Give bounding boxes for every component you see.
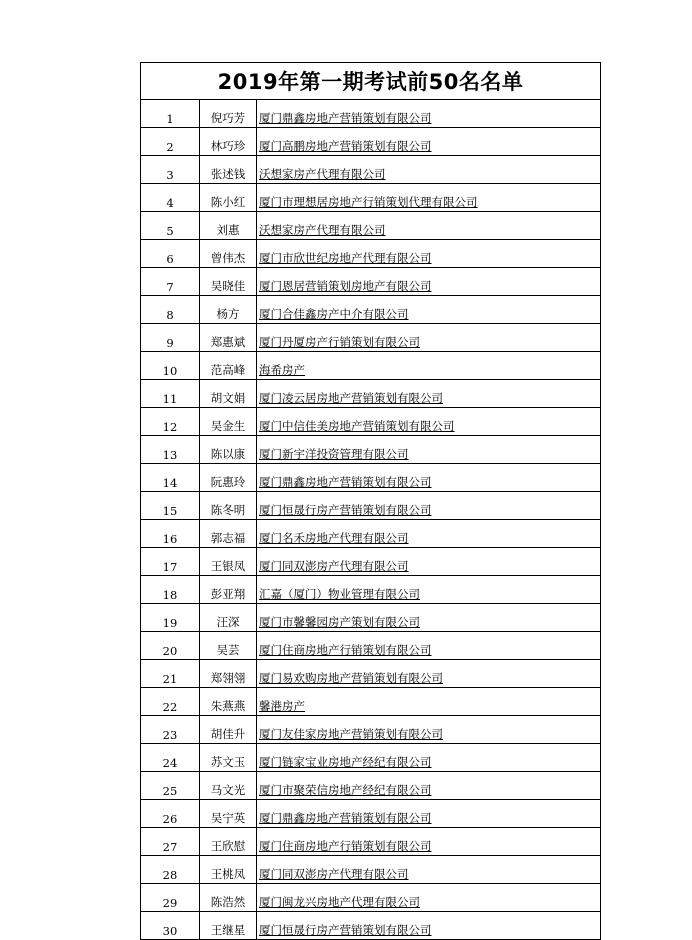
rank-number: 4 — [141, 184, 200, 212]
table-row — [141, 604, 601, 632]
candidate-name: 苏文玉 — [200, 744, 257, 772]
candidate-name: 倪巧芳 — [200, 100, 257, 128]
company-name: 厦门恒晟行房产营销策划有限公司 — [257, 492, 601, 520]
company-name: 厦门住商房地产行销策划有限公司 — [257, 828, 601, 856]
company-name: 厦门市馨馨园房产策划有限公司 — [257, 604, 601, 632]
candidate-name: 阮惠玲 — [200, 464, 257, 492]
candidate-name: 曾伟杰 — [200, 240, 257, 268]
company-name: 厦门鼎鑫房地产营销策划有限公司 — [257, 800, 601, 828]
table-row — [141, 716, 601, 744]
table-row — [141, 884, 601, 912]
rank-number: 7 — [141, 268, 200, 296]
candidate-name: 王欣慰 — [200, 828, 257, 856]
rank-number: 1 — [141, 100, 200, 128]
candidate-name: 陈以康 — [200, 436, 257, 464]
company-name: 厦门同双澎房产代理有限公司 — [257, 548, 601, 576]
rank-number: 21 — [141, 660, 200, 688]
rank-number: 10 — [141, 352, 200, 380]
candidate-name: 林巧珍 — [200, 128, 257, 156]
company-name: 厦门市理想居房地产行销策划代理有限公司 — [257, 184, 601, 212]
company-name: 沃想家房产代理有限公司 — [257, 156, 601, 184]
rank-number: 13 — [141, 436, 200, 464]
rank-number: 2 — [141, 128, 200, 156]
candidate-name: 马文光 — [200, 772, 257, 800]
company-name: 厦门鼎鑫房地产营销策划有限公司 — [257, 464, 601, 492]
company-name: 厦门易欢购房地产营销策划有限公司 — [257, 660, 601, 688]
company-name: 厦门凌云居房地产营销策划有限公司 — [257, 380, 601, 408]
rank-number: 27 — [141, 828, 200, 856]
company-name: 馨港房产 — [257, 688, 601, 716]
rank-number: 28 — [141, 856, 200, 884]
company-name: 厦门闽龙兴房地产代理有限公司 — [257, 884, 601, 912]
table-row — [141, 800, 601, 828]
rank-number: 24 — [141, 744, 200, 772]
table-row — [141, 828, 601, 856]
candidate-name: 王桃凤 — [200, 856, 257, 884]
candidate-name: 胡佳升 — [200, 716, 257, 744]
company-name: 汇嘉（厦门）物业管理有限公司 — [257, 576, 601, 604]
candidate-name: 陈冬明 — [200, 492, 257, 520]
candidate-name: 王银凤 — [200, 548, 257, 576]
candidate-name: 郑惠斌 — [200, 324, 257, 352]
candidate-name: 张述钱 — [200, 156, 257, 184]
company-name: 厦门合佳鑫房产中介有限公司 — [257, 296, 601, 324]
table-row — [141, 632, 601, 660]
company-name: 厦门鼎鑫房地产营销策划有限公司 — [257, 100, 601, 128]
rank-number: 17 — [141, 548, 200, 576]
candidate-name: 汪深 — [200, 604, 257, 632]
rank-number: 19 — [141, 604, 200, 632]
rank-number: 11 — [141, 380, 200, 408]
candidate-name: 吴晓佳 — [200, 268, 257, 296]
table-row — [141, 856, 601, 884]
rank-number: 25 — [141, 772, 200, 800]
rank-number: 16 — [141, 520, 200, 548]
rank-number: 8 — [141, 296, 200, 324]
rank-number: 18 — [141, 576, 200, 604]
table-row — [141, 744, 601, 772]
table-row — [141, 212, 601, 240]
table-row — [141, 772, 601, 800]
ranking-table-body — [141, 100, 601, 940]
table-row — [141, 548, 601, 576]
candidate-name: 胡文娟 — [200, 380, 257, 408]
table-row — [141, 492, 601, 520]
candidate-name: 王继星 — [200, 912, 257, 940]
table-row — [141, 576, 601, 604]
company-name: 厦门市欣世纪房地产代理有限公司 — [257, 240, 601, 268]
table-row — [141, 156, 601, 184]
table-row — [141, 128, 601, 156]
company-name: 厦门恩居营销策划房地产有限公司 — [257, 268, 601, 296]
rank-number: 23 — [141, 716, 200, 744]
company-name: 厦门恒晟行房产营销策划有限公司 — [257, 912, 601, 940]
table-row — [141, 268, 601, 296]
rank-number: 6 — [141, 240, 200, 268]
company-name: 厦门中信佳美房地产营销策划有限公司 — [257, 408, 601, 436]
rank-number: 12 — [141, 408, 200, 436]
company-name: 厦门链家宝业房地产经纪有限公司 — [257, 744, 601, 772]
rank-number: 29 — [141, 884, 200, 912]
candidate-name: 朱燕燕 — [200, 688, 257, 716]
rank-number: 30 — [141, 912, 200, 940]
table-row — [141, 184, 601, 212]
table-row — [141, 240, 601, 268]
candidate-name: 杨方 — [200, 296, 257, 324]
company-name: 厦门高鹏房地产营销策划有限公司 — [257, 128, 601, 156]
rank-number: 9 — [141, 324, 200, 352]
rank-number: 22 — [141, 688, 200, 716]
table-row — [141, 324, 601, 352]
table-row — [141, 100, 601, 128]
table-row — [141, 688, 601, 716]
table-row — [141, 352, 601, 380]
rank-number: 15 — [141, 492, 200, 520]
company-name: 厦门住商房地产行销策划有限公司 — [257, 632, 601, 660]
table-row — [141, 660, 601, 688]
candidate-name: 郑翎翎 — [200, 660, 257, 688]
company-name: 厦门丹厦房产行销策划有限公司 — [257, 324, 601, 352]
ranking-table — [140, 100, 601, 940]
table-row — [141, 520, 601, 548]
table-row — [141, 464, 601, 492]
company-name: 厦门同双澎房产代理有限公司 — [257, 856, 601, 884]
rank-number: 20 — [141, 632, 200, 660]
candidate-name: 陈浩然 — [200, 884, 257, 912]
candidate-name: 郭志福 — [200, 520, 257, 548]
table-row — [141, 912, 601, 940]
rank-number: 3 — [141, 156, 200, 184]
company-name: 厦门名禾房地产代理有限公司 — [257, 520, 601, 548]
candidate-name: 彭亚翔 — [200, 576, 257, 604]
candidate-name: 陈小红 — [200, 184, 257, 212]
company-name: 厦门新宇洋投资管理有限公司 — [257, 436, 601, 464]
candidate-name: 吴宁英 — [200, 800, 257, 828]
company-name: 厦门友佳家房地产营销策划有限公司 — [257, 716, 601, 744]
table-row — [141, 408, 601, 436]
ranking-sheet — [140, 62, 601, 940]
candidate-name: 范高峰 — [200, 352, 257, 380]
table-row — [141, 380, 601, 408]
company-name: 海希房产 — [257, 352, 601, 380]
company-name: 厦门市聚荣信房地产经纪有限公司 — [257, 772, 601, 800]
rank-number: 5 — [141, 212, 200, 240]
company-name: 沃想家房产代理有限公司 — [257, 212, 601, 240]
table-row — [141, 296, 601, 324]
candidate-name: 吴芸 — [200, 632, 257, 660]
page-title: 2019年第一期考试前50名名单 — [140, 62, 601, 100]
table-row — [141, 436, 601, 464]
candidate-name: 吴金生 — [200, 408, 257, 436]
rank-number: 26 — [141, 800, 200, 828]
rank-number: 14 — [141, 464, 200, 492]
candidate-name: 刘惠 — [200, 212, 257, 240]
